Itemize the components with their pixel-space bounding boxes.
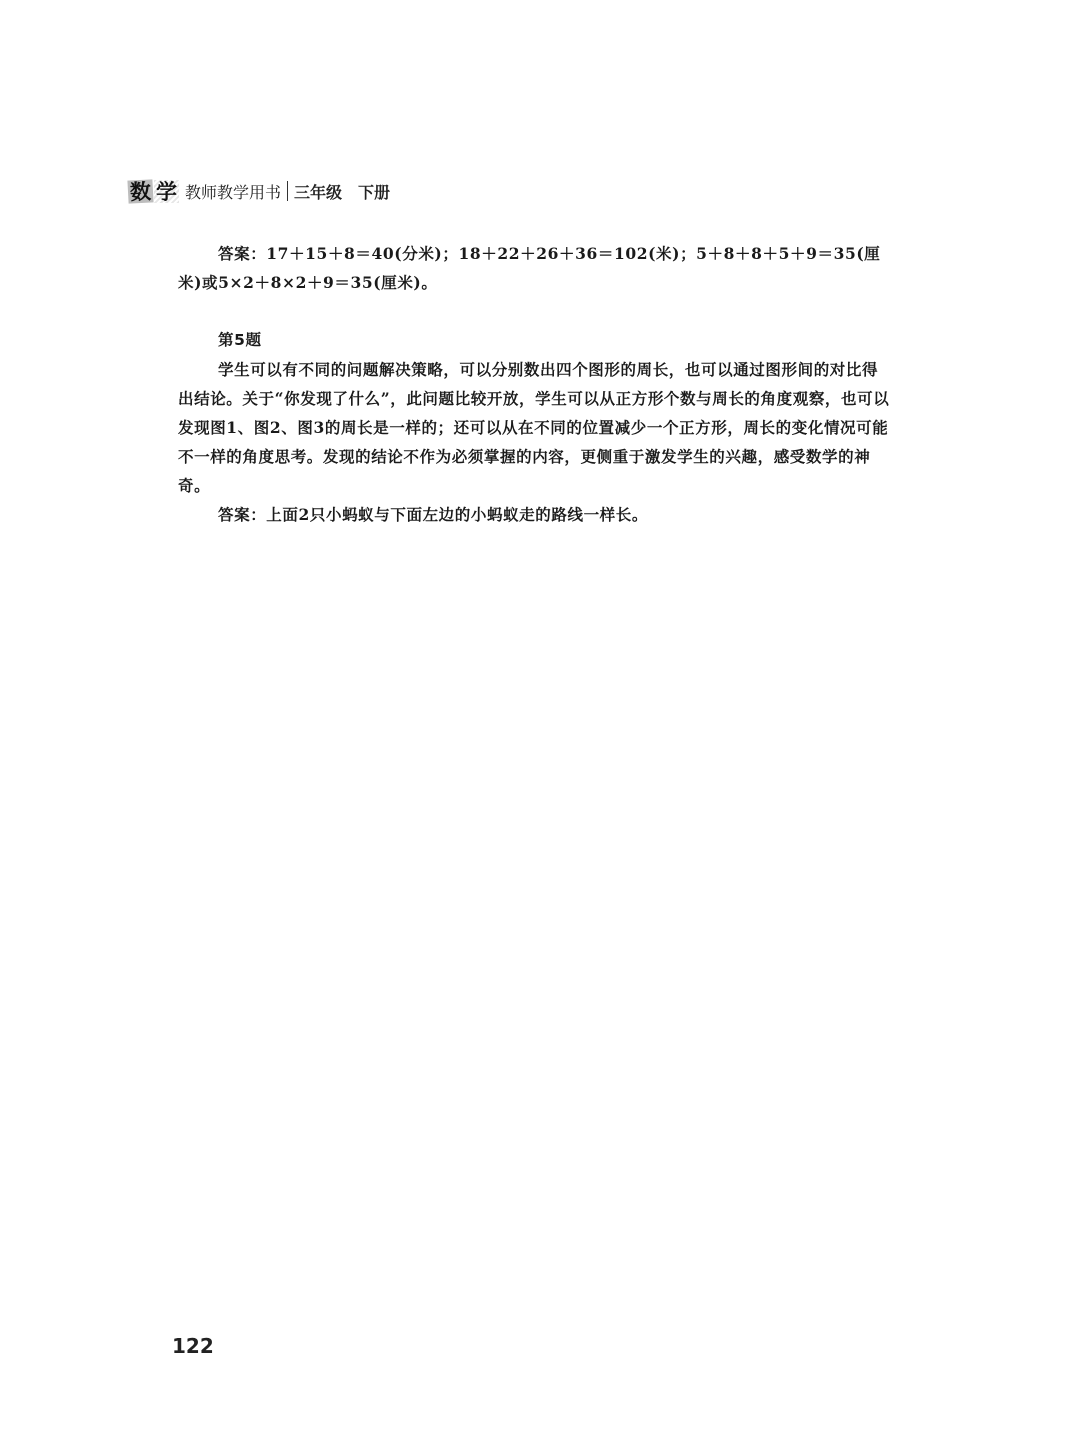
book-type-label: 教师教学用书 <box>185 182 282 202</box>
header-divider <box>287 181 288 201</box>
section-paragraph: 学生可以有不同的问题解决策略，可以分别数出四个图形的周长，也可以通过图形间的对比得出结论。关于“你发现了什么”，此问题比较开放，学生可以从正方形个数与周长的角度观察，也可以发现图1、图2、图3的周长是一样的；还可以从在不同的位置减少一个正方形，周长的变化情况可能不一样的角度思考。发现的结论不作为必须掌握的内容，更侧重于激发学生的兴趣，感受数学的神奇。 <box>178 360 890 495</box>
volume-label: 下册 <box>358 182 391 202</box>
section-5 <box>178 326 892 529</box>
section-title: 第5题 <box>218 331 262 349</box>
book-title-char-2: 学 <box>156 178 177 204</box>
page-number: 122 <box>172 1334 214 1358</box>
book-title-mark <box>128 177 179 205</box>
answer-paragraph: 答案：17＋15＋8＝40(分米)；18＋22＋26＋36＝102(米)；5＋8＋8＋5＋9＝35(厘米)或5×2＋8×2＋9＝35(厘米)。 <box>178 244 881 292</box>
grade-label: 三年级 <box>294 182 343 202</box>
section-answer: 答案：上面2只小蚂蚁与下面左边的小蚂蚁走的路线一样长。 <box>218 505 648 524</box>
book-title-char-1: 数 <box>129 177 152 205</box>
answer-block-1 <box>178 239 892 297</box>
running-header <box>128 176 390 206</box>
